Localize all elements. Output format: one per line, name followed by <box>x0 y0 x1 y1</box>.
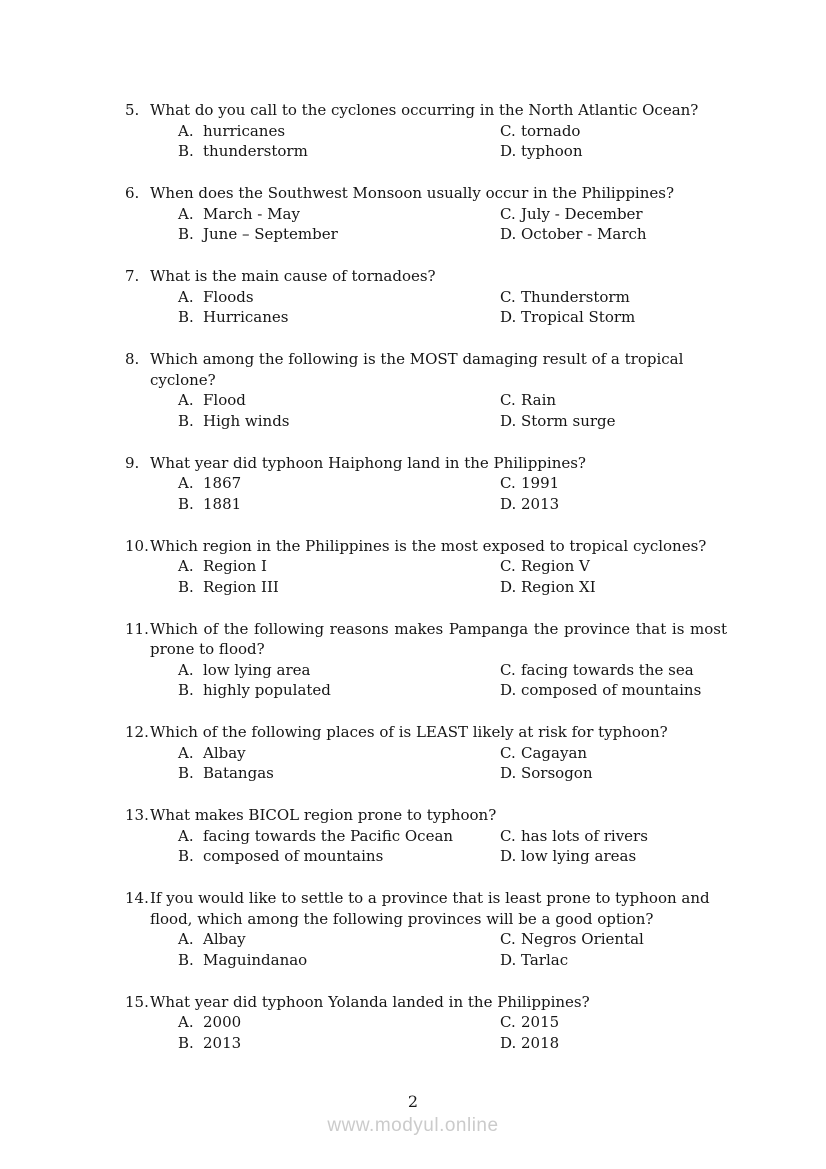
option-a <box>178 204 500 225</box>
options-grid <box>178 121 727 162</box>
question-item <box>125 349 727 431</box>
option-label: Sorsogon <box>521 764 593 782</box>
question-line: flood, which among the following provinces will be a good option? <box>150 909 654 928</box>
option-label: High winds <box>203 411 290 430</box>
options-grid <box>178 929 727 970</box>
option-c <box>500 556 727 577</box>
option-label: 1881 <box>203 494 242 513</box>
question-text <box>150 992 727 1013</box>
question-item <box>125 266 727 328</box>
option-d <box>500 950 727 971</box>
option-a <box>178 1012 500 1033</box>
option-letter: D. <box>500 577 517 596</box>
option-label: June – September <box>203 225 338 243</box>
option-label: Thunderstorm <box>521 287 630 306</box>
question-item <box>125 722 727 784</box>
option-b <box>178 141 500 162</box>
option-letter: C. <box>500 660 516 679</box>
option-label: hurricanes <box>203 121 286 140</box>
question-item <box>125 888 727 970</box>
option-d <box>500 680 727 701</box>
options-grid <box>178 1012 727 1053</box>
option-letter: C. <box>500 121 516 140</box>
options-grid <box>178 660 727 701</box>
option-letter: D. <box>500 142 517 160</box>
question-text <box>150 183 727 204</box>
question-item <box>125 453 727 515</box>
option-label: low lying areas <box>521 847 637 865</box>
option-c <box>500 121 727 142</box>
question-number: 12. <box>125 723 149 741</box>
question-line: What makes BICOL region prone to typhoon? <box>150 806 497 824</box>
option-c <box>500 660 727 681</box>
option-letter: D. <box>500 764 517 782</box>
question-line: When does the Southwest Monsoon usually occur in the Philippines? <box>150 184 675 202</box>
option-d <box>500 846 727 867</box>
option-label: Region I <box>203 557 267 575</box>
watermark-url: www.modyul.online <box>327 1115 499 1136</box>
options-grid <box>178 743 727 784</box>
option-d <box>500 224 727 245</box>
question-line: Which of the following reasons makes Pampanga the province that is most <box>150 619 727 638</box>
option-label: Batangas <box>203 764 274 782</box>
question-line: What year did typhoon Yolanda landed in the Philippines? <box>150 992 590 1011</box>
option-c <box>500 390 727 411</box>
option-a <box>178 826 500 847</box>
option-letter: C. <box>500 743 516 762</box>
option-a <box>178 556 500 577</box>
option-label: Floods <box>203 287 254 306</box>
question-line: What year did typhoon Haiphong land in the Philippines? <box>150 453 586 472</box>
option-label: Region XI <box>521 577 596 596</box>
option-letter: D. <box>500 950 517 969</box>
option-letter: D. <box>500 1033 517 1052</box>
option-letter: B. <box>178 577 194 596</box>
question-line: What is the main cause of tornadoes? <box>150 267 436 285</box>
option-letter: D. <box>500 308 517 326</box>
option-label: Albay <box>203 743 246 762</box>
question-number: 9. <box>125 453 140 472</box>
question-text <box>150 266 727 287</box>
option-label: typhoon <box>521 142 583 160</box>
option-letter: C. <box>500 557 516 575</box>
option-b <box>178 680 500 701</box>
option-c <box>500 826 727 847</box>
option-b <box>178 224 500 245</box>
option-letter: B. <box>178 411 194 430</box>
option-b <box>178 846 500 867</box>
question-number: 13. <box>125 806 149 824</box>
option-letter: B. <box>178 308 194 326</box>
option-label: Hurricanes <box>203 308 289 326</box>
option-b <box>178 307 500 328</box>
question-number: 5. <box>125 101 140 119</box>
options-grid <box>178 826 727 867</box>
option-label: Negros Oriental <box>521 930 644 948</box>
question-text <box>150 536 727 557</box>
option-label: highly populated <box>203 681 331 699</box>
option-a <box>178 121 500 142</box>
page-number: 2 <box>407 1092 419 1111</box>
option-c <box>500 204 727 225</box>
option-letter: D. <box>500 494 517 513</box>
option-label: 1867 <box>203 474 242 492</box>
option-b <box>178 1033 500 1054</box>
option-label: tornado <box>521 121 581 140</box>
option-label: Rain <box>521 391 557 409</box>
option-letter: B. <box>178 764 194 782</box>
option-label: composed of mountains <box>521 681 702 699</box>
option-letter: C. <box>500 287 516 306</box>
option-b <box>178 577 500 598</box>
option-b <box>178 411 500 432</box>
question-item <box>125 619 727 701</box>
option-letter: A. <box>178 204 194 223</box>
question-list <box>125 100 727 1075</box>
option-letter: D. <box>500 411 517 430</box>
question-item <box>125 536 727 598</box>
option-label: Maguindanao <box>203 950 308 969</box>
option-letter: C. <box>500 930 516 948</box>
question-line: If you would like to settle to a province that is least prone to typhoon and <box>150 889 710 907</box>
option-letter: A. <box>178 121 194 140</box>
option-letter: B. <box>178 1033 194 1052</box>
question-line: What do you call to the cyclones occurring in the North Atlantic Ocean? <box>150 101 699 119</box>
question-number: 14. <box>125 889 149 907</box>
question-item <box>125 992 727 1054</box>
option-label: 2015 <box>521 1013 560 1031</box>
question-text <box>150 453 727 474</box>
option-a <box>178 929 500 950</box>
question-line: Which region in the Philippines is the most exposed to tropical cyclones? <box>150 536 707 555</box>
option-label: March - May <box>203 204 300 223</box>
option-label: Storm surge <box>521 411 616 430</box>
question-number: 8. <box>125 350 140 368</box>
option-letter: A. <box>178 474 194 492</box>
option-letter: B. <box>178 847 194 865</box>
option-label: 2000 <box>203 1013 242 1031</box>
question-item <box>125 100 727 162</box>
question-line: Which among the following is the MOST damaging result of a tropical <box>150 350 684 368</box>
option-letter: B. <box>178 225 194 243</box>
option-letter: C. <box>500 391 516 409</box>
option-b <box>178 494 500 515</box>
option-label: facing towards the Pacific Ocean <box>203 826 454 845</box>
option-letter: C. <box>500 474 516 492</box>
option-d <box>500 141 727 162</box>
option-letter: B. <box>178 950 194 969</box>
options-grid <box>178 204 727 245</box>
option-b <box>178 763 500 784</box>
option-d <box>500 1033 727 1054</box>
question-text <box>150 619 727 660</box>
option-letter: A. <box>178 1013 194 1031</box>
question-text <box>150 888 727 929</box>
question-number: 15. <box>125 992 149 1011</box>
option-b <box>178 950 500 971</box>
option-letter: B. <box>178 681 194 699</box>
option-letter: D. <box>500 681 517 699</box>
option-d <box>500 494 727 515</box>
option-a <box>178 473 500 494</box>
option-label: thunderstorm <box>203 142 308 160</box>
option-letter: B. <box>178 494 194 513</box>
option-c <box>500 743 727 764</box>
question-item <box>125 805 727 867</box>
option-label: Tarlac <box>521 950 569 969</box>
option-a <box>178 287 500 308</box>
option-label: facing towards the sea <box>521 660 694 679</box>
option-letter: C. <box>500 1013 516 1031</box>
options-grid <box>178 287 727 328</box>
question-text <box>150 349 727 390</box>
option-a <box>178 743 500 764</box>
option-letter: A. <box>178 557 194 575</box>
option-c <box>500 473 727 494</box>
option-letter: D. <box>500 225 517 243</box>
question-item <box>125 183 727 245</box>
option-label: low lying area <box>203 660 311 679</box>
question-line: Which of the following places of is LEAST likely at risk for typhoon? <box>150 723 668 741</box>
option-c <box>500 929 727 950</box>
option-d <box>500 307 727 328</box>
options-grid <box>178 556 727 597</box>
question-number: 6. <box>125 184 140 202</box>
option-label: has lots of rivers <box>521 826 648 845</box>
option-label: Region V <box>521 557 590 575</box>
option-label: Flood <box>203 391 246 409</box>
option-letter: C. <box>500 826 516 845</box>
option-label: 2018 <box>521 1033 560 1052</box>
option-label: Region III <box>203 577 279 596</box>
option-d <box>500 763 727 784</box>
question-text <box>150 805 727 826</box>
option-label: October - March <box>521 225 647 243</box>
question-line: cyclone? <box>150 370 216 389</box>
option-label: 2013 <box>203 1033 242 1052</box>
option-letter: D. <box>500 847 517 865</box>
option-letter: A. <box>178 930 194 948</box>
option-a <box>178 660 500 681</box>
option-label: Albay <box>203 930 246 948</box>
option-label: July - December <box>521 204 643 223</box>
option-letter: A. <box>178 743 194 762</box>
option-letter: A. <box>178 287 194 306</box>
option-letter: B. <box>178 142 194 160</box>
options-grid <box>178 473 727 514</box>
question-text <box>150 722 727 743</box>
option-letter: A. <box>178 391 194 409</box>
option-a <box>178 390 500 411</box>
option-letter: A. <box>178 826 194 845</box>
option-label: Cagayan <box>521 743 588 762</box>
option-d <box>500 411 727 432</box>
option-letter: C. <box>500 204 516 223</box>
question-number: 7. <box>125 267 140 285</box>
option-letter: A. <box>178 660 194 679</box>
option-label: 2013 <box>521 494 560 513</box>
option-label: composed of mountains <box>203 847 384 865</box>
question-text <box>150 100 727 121</box>
option-c <box>500 287 727 308</box>
option-d <box>500 577 727 598</box>
question-line: prone to flood? <box>150 640 265 658</box>
options-grid <box>178 390 727 431</box>
question-number: 11. <box>125 619 149 638</box>
option-label: Tropical Storm <box>521 308 636 326</box>
option-label: 1991 <box>521 474 560 492</box>
option-c <box>500 1012 727 1033</box>
question-number: 10. <box>125 536 149 555</box>
